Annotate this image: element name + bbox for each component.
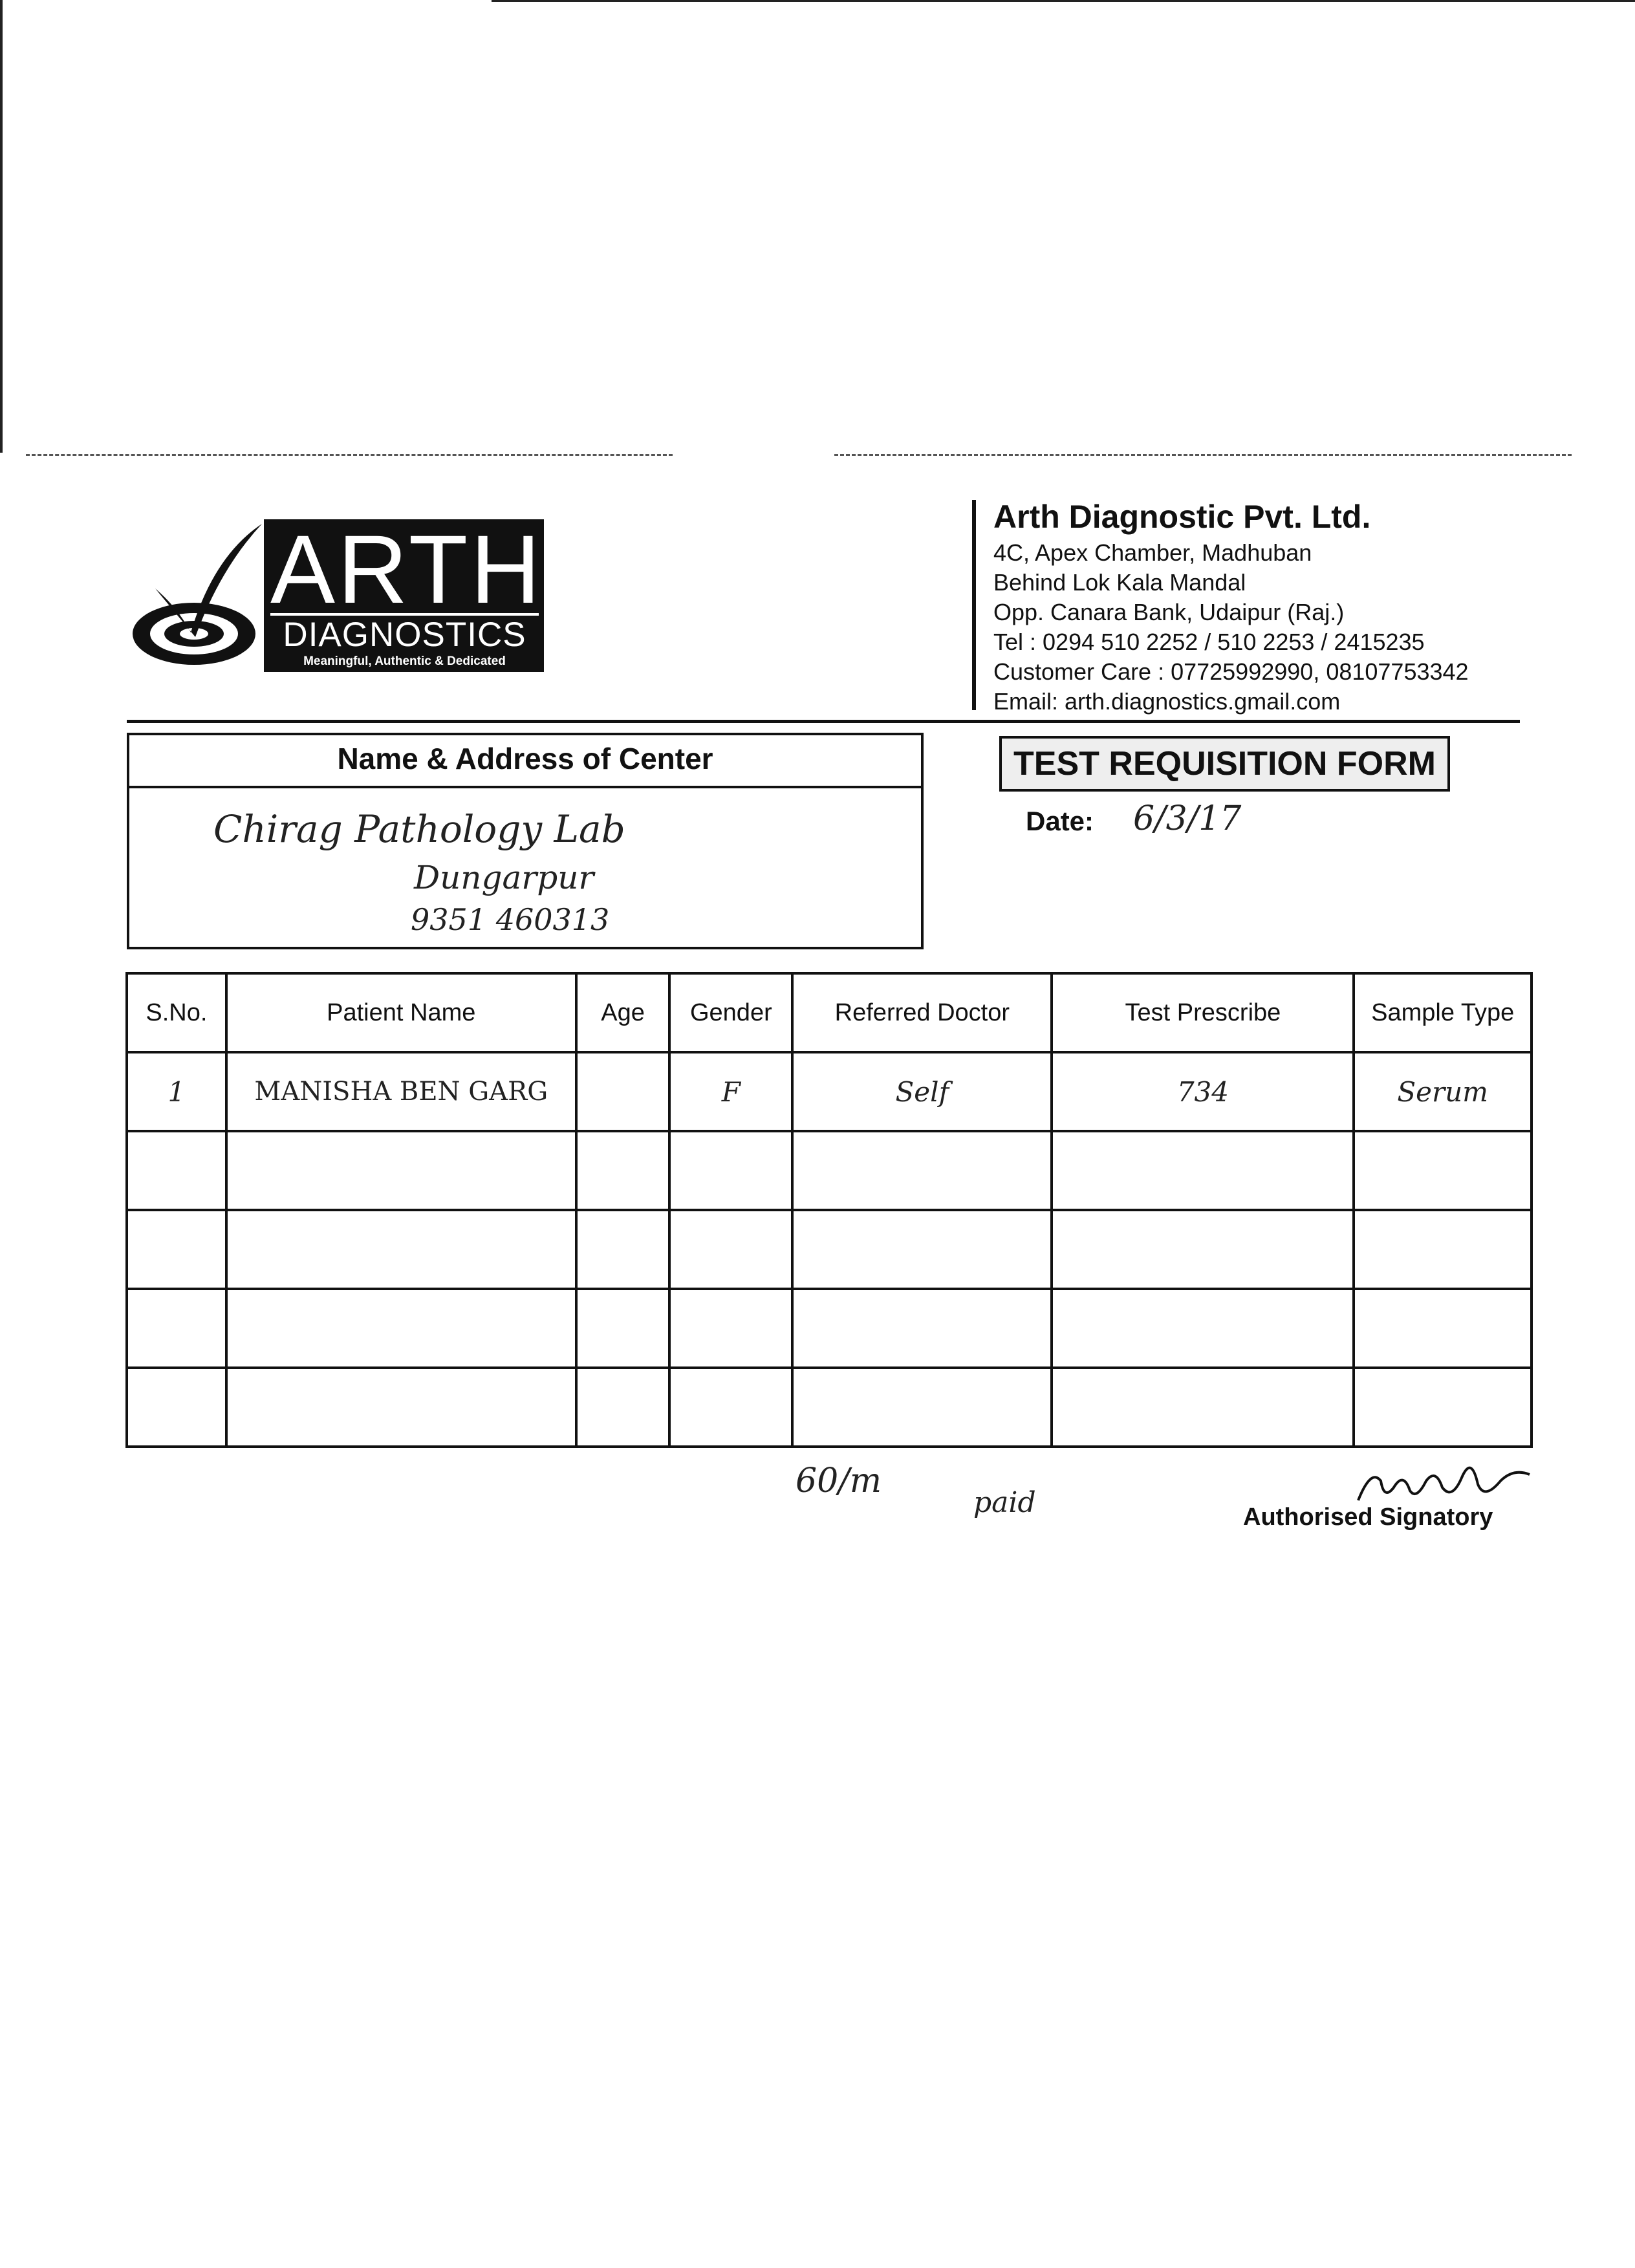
tear-line-left <box>26 454 673 456</box>
center-city-handwritten: Dungarpur <box>414 859 594 896</box>
cell-age <box>576 1052 670 1131</box>
table-row <box>127 1052 1532 1131</box>
center-name-handwritten: Chirag Pathology Lab <box>213 807 625 851</box>
cell-patient-name: MANISHA BEN GARG <box>226 1052 576 1131</box>
cell-gender: F <box>669 1052 792 1131</box>
company-name: Arth Diagnostic Pvt. Ltd. <box>993 499 1371 535</box>
header-rule <box>127 720 1520 723</box>
address-line: 4C, Apex Chamber, Madhuban <box>993 539 1312 566</box>
target-check-icon <box>129 517 265 679</box>
cell-referred-doctor: Self <box>792 1052 1052 1131</box>
column-header-gender: Gender <box>669 973 792 1052</box>
logo-tagline: Meaningful, Authentic & Dedicated <box>303 654 506 668</box>
cell-sno: 1 <box>127 1052 226 1131</box>
header-divider <box>972 500 976 710</box>
table-row-empty <box>127 1131 1532 1210</box>
table-row-empty <box>127 1210 1532 1289</box>
logo-brand: ARTH <box>270 515 543 623</box>
cell-test-prescribe: 734 <box>1052 1052 1354 1131</box>
column-header-patient-name: Patient Name <box>226 973 576 1052</box>
form-title: TEST REQUISITION FORM <box>999 736 1450 792</box>
table-row-empty <box>127 1368 1532 1447</box>
table-row-empty <box>127 1289 1532 1368</box>
address-line: Behind Lok Kala Mandal <box>993 569 1246 596</box>
date-value-handwritten: 6/3/17 <box>1133 799 1242 838</box>
column-header-referred-doctor: Referred Doctor <box>792 973 1052 1052</box>
table-header-row <box>127 973 1532 1052</box>
arth-logo <box>129 517 550 679</box>
scan-edge-top <box>492 0 1635 2</box>
column-header-sample-type: Sample Type <box>1354 973 1532 1052</box>
cell-sample-type: Serum <box>1354 1052 1532 1131</box>
column-header-sno: S.No. <box>127 973 226 1052</box>
tear-line-right <box>834 454 1572 456</box>
address-line: Opp. Canara Bank, Udaipur (Raj.) <box>993 599 1345 625</box>
column-header-test-prescribe: Test Prescribe <box>1052 973 1354 1052</box>
handwritten-note-paid: paid <box>973 1486 1036 1519</box>
center-heading: Name & Address of Center <box>127 733 924 788</box>
authorised-signatory-label: Authorised Signatory <box>1243 1504 1493 1531</box>
logo-subtitle: DIAGNOSTICS <box>270 613 539 654</box>
center-phone-handwritten: 9351 460313 <box>411 902 610 937</box>
requisition-table <box>125 972 1533 1448</box>
handwritten-note-age: 60/m <box>796 1462 882 1500</box>
date-label: Date: <box>1026 806 1094 836</box>
phone-line: Tel : 0294 510 2252 / 510 2253 / 2415235 <box>993 629 1425 655</box>
email-line: Email: arth.diagnostics.gmail.com <box>993 688 1341 715</box>
column-header-age: Age <box>576 973 670 1052</box>
customer-care-line: Customer Care : 07725992990, 08107753342 <box>993 658 1469 685</box>
signature-scribble <box>1345 1442 1533 1513</box>
scan-edge-left <box>0 0 3 453</box>
